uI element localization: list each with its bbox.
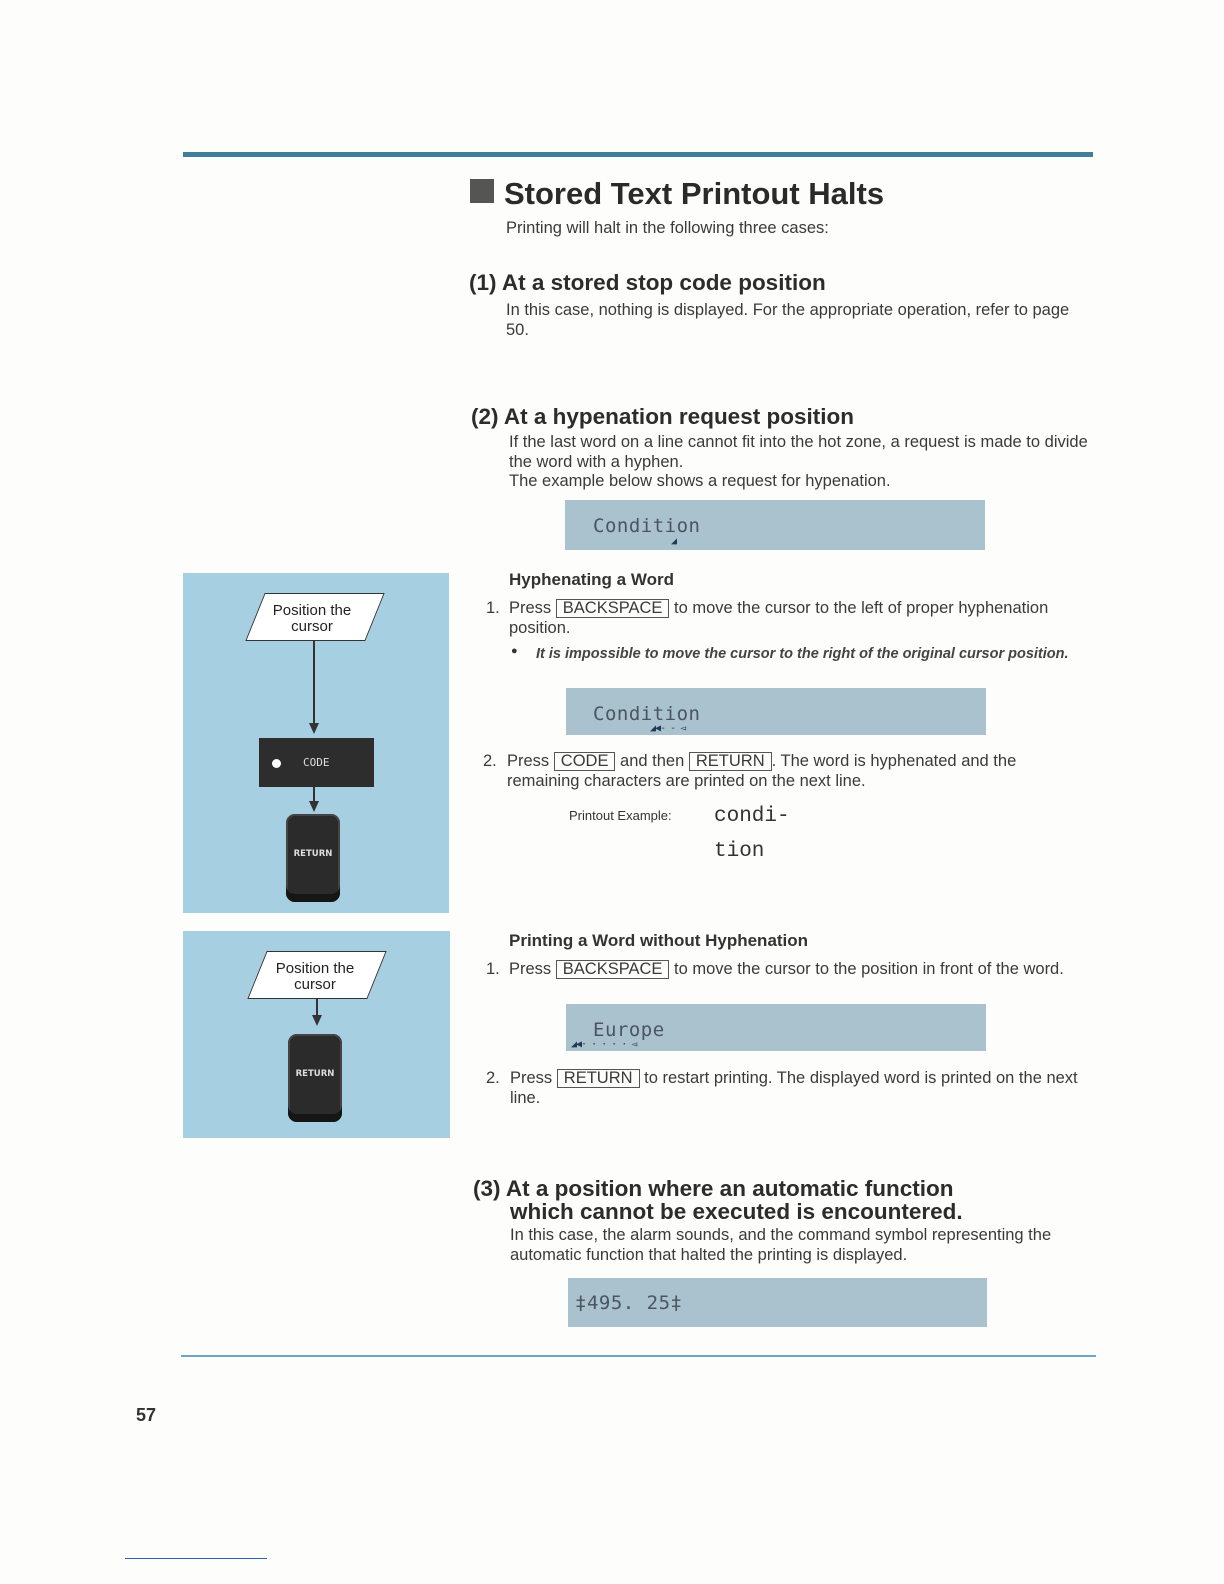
page-number: 57: [136, 1405, 157, 1425]
hyph-step1: Press BACKSPACE to move the cursor to the left of proper hyphenation position.: [509, 599, 1049, 637]
code-key-diagram: CODE: [259, 738, 374, 787]
lcd-display-europe: Europe ◢◀· · · · · ◅: [566, 1004, 986, 1051]
hyph-step1-num: 1.: [486, 599, 500, 617]
return-key-diagram-2: RETURN: [288, 1034, 342, 1122]
cursor-range-mark-icon-2: ◢◀· · · · · ◅: [571, 1039, 637, 1050]
return-key-label: RETURN: [689, 752, 772, 771]
without-step1-num: 1.: [486, 960, 500, 978]
return-key-diagram: RETURN: [286, 814, 340, 902]
case1-heading: (1) At a stored stop code position: [469, 270, 826, 295]
return-key-label-2: RETURN: [557, 1069, 640, 1088]
position-cursor-label-2: Position the cursor: [275, 960, 355, 993]
case3-heading-line2: which cannot be executed is encountered.: [510, 1199, 963, 1224]
without-step1: Press BACKSPACE to move the cursor to the position in front of the word.: [509, 960, 1064, 978]
arrow-down-icon-2: [309, 801, 319, 812]
printout-line1: condi-: [714, 805, 790, 828]
flow-diagram-hyphenate: [183, 573, 449, 913]
page-title: Stored Text Printout Halts: [470, 176, 884, 212]
backspace-key-label-2: BACKSPACE: [556, 960, 670, 979]
backspace-key-label: BACKSPACE: [556, 599, 670, 618]
top-rule: [183, 152, 1093, 157]
hyph-note: It is impossible to move the cursor to the right of the original cursor position.: [536, 646, 1069, 662]
note-bullet-icon: ●: [511, 645, 518, 657]
dot-icon: [272, 759, 281, 768]
case2-text2: The example below shows a request for hypenation.: [509, 472, 891, 490]
case1-text: In this case, nothing is displayed. For the appropriate operation, refer to page 50.: [506, 301, 1070, 339]
printout-label: Printout Example:: [569, 808, 672, 823]
cursor-mark-icon: ◢: [671, 536, 677, 547]
without-step2: Press RETURN to restart printing. The displayed word is printed on the next line.: [510, 1069, 1078, 1107]
lcd-display-command-symbol: ‡495. 25‡: [568, 1278, 987, 1327]
footer-rule: [125, 1558, 267, 1559]
flow-diagram-no-hyphen: [183, 931, 450, 1138]
case2-heading: (2) At a hypenation request position: [471, 404, 854, 429]
printout-line2: tion: [714, 840, 765, 863]
square-bullet-icon: [470, 179, 494, 203]
hyph-step2: Press CODE and then RETURN . The word is hyphenated and the remaining characters are printed on the next line.: [507, 752, 1017, 790]
hyph-step2-num: 2.: [483, 752, 497, 770]
cursor-range-mark-icon: ◢◀- - ◅: [650, 723, 686, 734]
without-hyphen-heading: Printing a Word without Hyphenation: [509, 931, 809, 950]
code-key-label: CODE: [554, 752, 616, 771]
case3-heading-line1: (3) At a position where an automatic function: [473, 1176, 954, 1201]
arrow-down-icon-3: [312, 1015, 322, 1026]
lcd-display-condition: Condition ◢: [565, 500, 985, 550]
lcd-display-condition-backspace: Condition ◢◀- - ◅: [566, 688, 986, 735]
hyphenating-heading: Hyphenating a Word: [509, 570, 674, 589]
bottom-rule: [181, 1355, 1096, 1357]
without-step2-num: 2.: [486, 1069, 500, 1087]
case2-text1: If the last word on a line cannot fit into the hot zone, a request is made to divide the word with a hyphen.: [509, 433, 1088, 471]
intro-text: Printing will halt in the following three cases:: [506, 219, 829, 237]
position-cursor-label: Position the cursor: [272, 602, 352, 635]
arrow-down-icon: [309, 723, 319, 734]
case3-text: In this case, the alarm sounds, and the command symbol representing the automatic function that halted the printing is displayed.: [510, 1226, 1052, 1264]
